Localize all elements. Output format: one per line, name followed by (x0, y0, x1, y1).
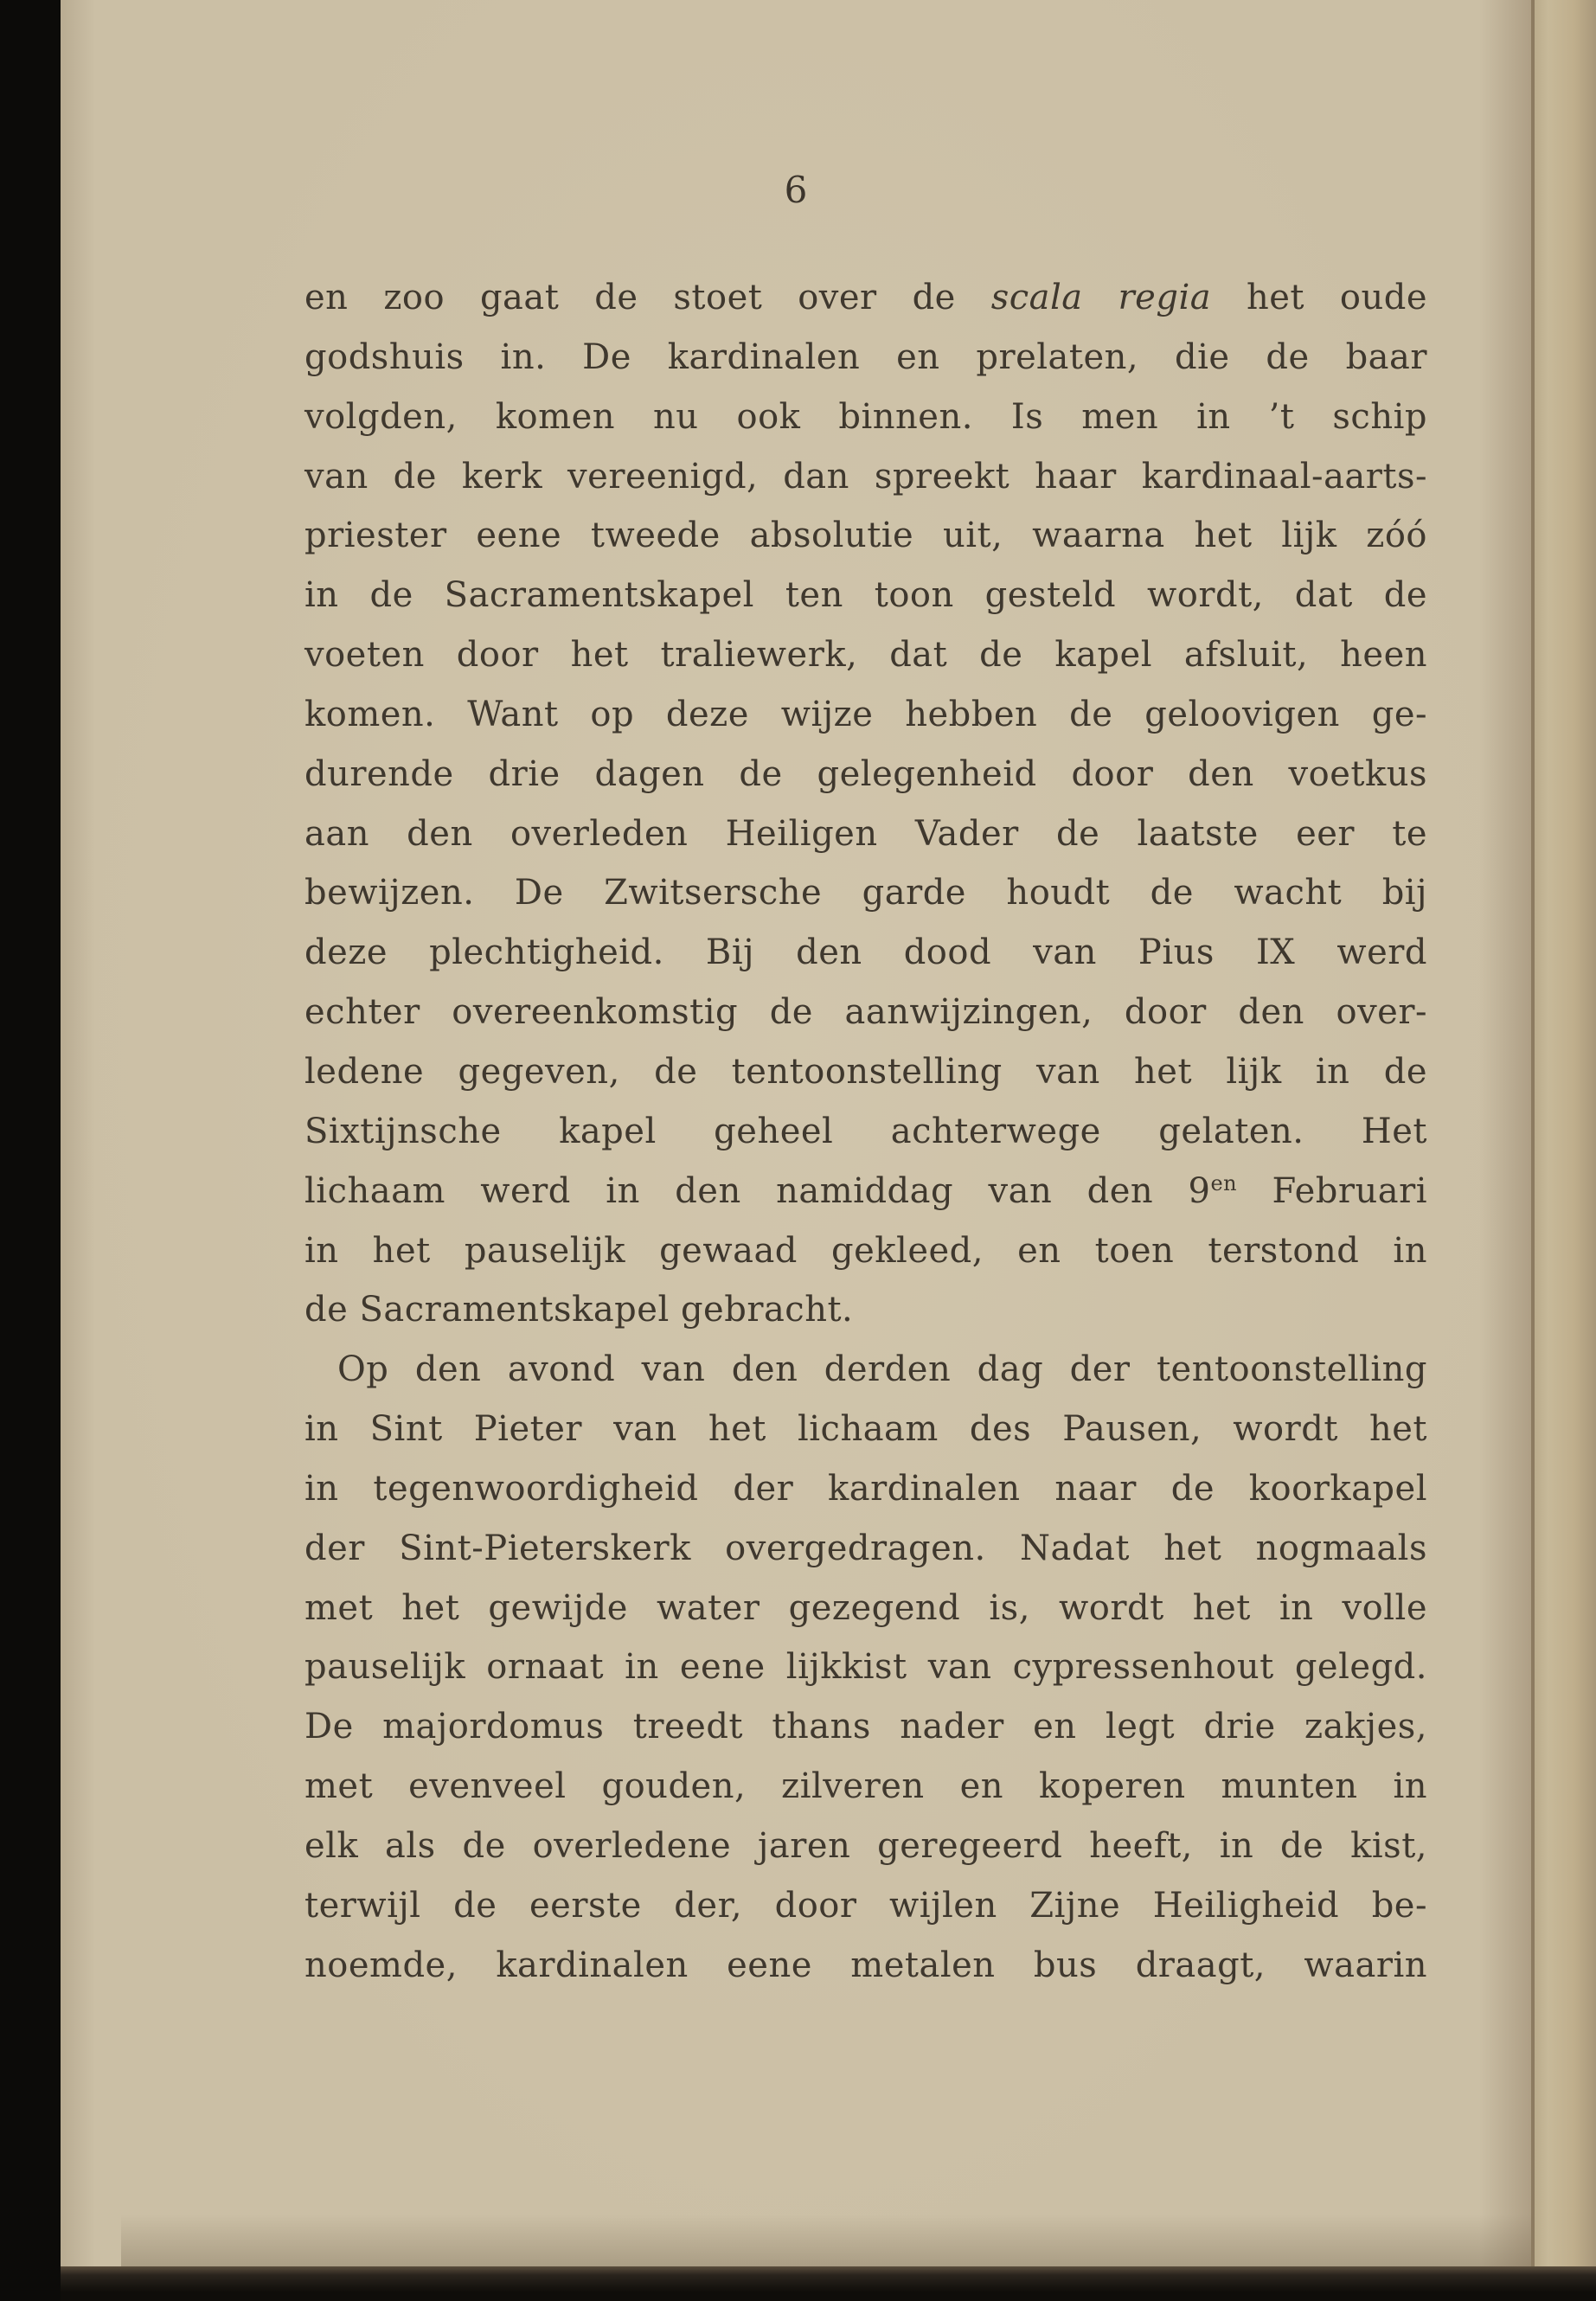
text-line: met het gewijde water gezegend is, wordt het in volle (304, 1587, 1427, 1628)
text-line: in Sint Pieter van het lichaam des Pausen, wordt het (304, 1409, 1427, 1450)
text-line: komen. Want op deze wijze hebben de geloovigen ge- (304, 694, 1427, 734)
text-line: elk als de overledene jaren geregeerd heeft, in de kist, (304, 1825, 1427, 1866)
text-line: noemde, kardinalen eene metalen bus draagt, waarin (304, 1945, 1427, 1985)
text-line: in tegenwoordigheid der kardinalen naar de koorkapel (304, 1468, 1427, 1509)
text-line: in de Sacramentskapel ten toon gesteld wordt, dat de (304, 575, 1427, 616)
italic-term: scala regia (990, 278, 1212, 317)
scan-bottom-border (61, 2266, 1596, 2301)
paragraph-start-line: Op den avond van den derden dag der tentoonstelling (337, 1349, 1427, 1390)
text-line: Sixtijnsche kapel geheel achterwege gelaten. Het (304, 1111, 1427, 1151)
text-line: durende drie dagen de gelegenheid door den voetkus (304, 753, 1427, 794)
text-line: en zoo gaat de stoet over de scala regia het oude (304, 278, 1428, 317)
text-line: deze plechtigheid. Bij den dood van Pius IX werd (304, 933, 1427, 973)
text-line: der Sint-Pieterskerk overgedragen. Nadat het nogmaals (304, 1528, 1427, 1568)
text-line: godshuis in. De kardinalen en prelaten, die de baar (304, 336, 1427, 377)
text-line: met evenveel gouden, zilveren en koperen munten in (304, 1766, 1427, 1807)
text-line: aan den overleden Heiligen Vader de laatste eer te (304, 813, 1427, 854)
page-bottom-shadow (121, 2214, 1531, 2266)
text-line: ledene gegeven, de tentoonstelling van het lijk in de (304, 1051, 1427, 1092)
text-line: van de kerk vereenigd, dan spreekt haar kardinaal-aarts- (304, 456, 1427, 497)
body-text (304, 268, 1427, 1995)
superscript: en (1210, 1170, 1238, 1195)
text-line: De majordomus treedt thans nader en legt drie zakjes, (304, 1707, 1427, 1747)
text-line: volgden, komen nu ook binnen. Is men in ’t schip (304, 396, 1427, 437)
book-page (61, 0, 1531, 2301)
text-line: voeten door het traliewerk, dat de kapel afsluit, heen (304, 635, 1427, 676)
page-number: 6 (784, 169, 808, 211)
text-line: terwijl de eerste der, door wijlen Zijne Heiligheid be- (304, 1885, 1427, 1926)
page-fold-line (1531, 0, 1535, 2301)
text-line: pauselijk ornaat in eene lijkkist van cypressenhout gelegd. (304, 1647, 1427, 1688)
text-line: in het pauselijk gewaad gekleed, en toen terstond in (304, 1230, 1427, 1271)
underlying-page-edge (1531, 0, 1596, 2301)
text-line: echter overeenkomstig de aanwijzingen, door den over- (304, 992, 1427, 1033)
scan-left-border (0, 0, 61, 2301)
text-line: bewijzen. De Zwitsersche garde houdt de wacht bij (304, 873, 1427, 913)
text-line: de Sacramentskapel gebracht. (304, 1290, 854, 1330)
text-line: lichaam werd in den namiddag van den $9^{en}$ Februari (304, 1170, 1427, 1211)
text-line: priester eene tweede absolutie uit, waarna het lijk zóó (304, 516, 1427, 556)
